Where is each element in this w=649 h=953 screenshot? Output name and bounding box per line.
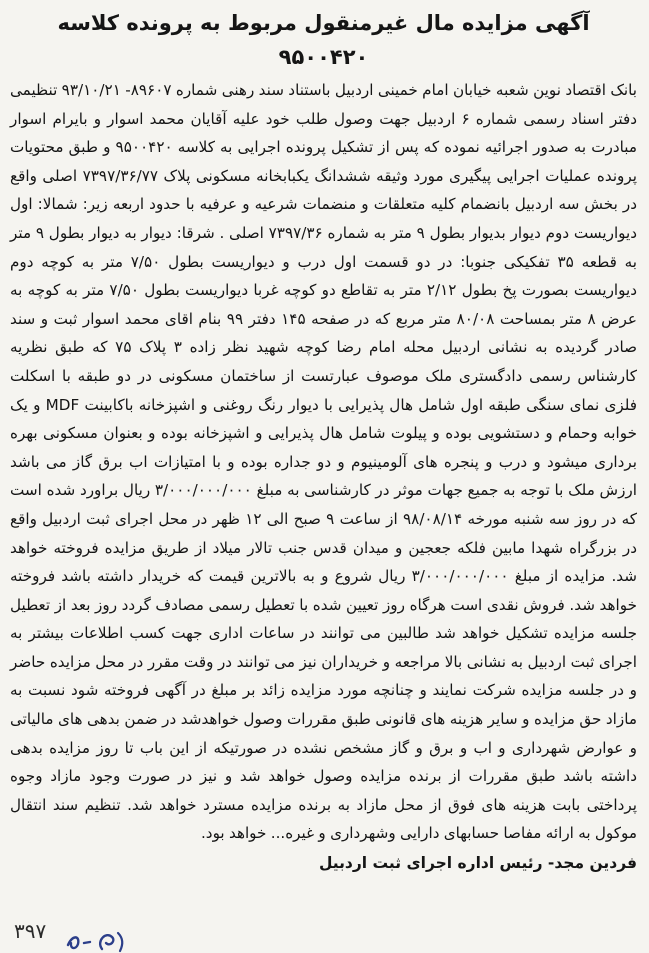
notice-body: بانک اقتصاد نوین شعبه خیابان امام خمینی اردبیل باستناد سند رهنی شماره ۸۹۶۰۷- ۹۳/۱۰/۲۱ تنظیمی دفتر اسناد رسمی شماره ۶ اردبیل جهت وصول طلب خود علیه آقایان محمد اسوار و بایرام اسوار مبادرت به صدور اجرائیه نموده که پس از تشکیل پرونده اجرایی به کلاسه ۹۵۰۰۴۲۰ و طبق محتویات پرونده عملیات اجرایی پیگیری مورد وثیقه ششدانگ یکبابخانه مسکونی پلاک ۷۳۹۷/۳۶/۷۷ اصلی واقع در بخش سه اردبیل بانضمام کلیه متعلقات و منضمات شرعیه و عرفیه با حدود اربعه زیر: شمالا: اول دیواریست دوم دیوار بدیوار بطول ۹ متر به شماره ۷۳۹۷/۳۶ اصلی . شرقا: دیوار به دیوار بطول ۹ متر به قطعه ۳۵ تفکیکی جنوبا: در دو قسمت اول درب و دیواریست بطول ۷/۵۰ متر به کوچه دوم دیواریست بصورت پخ بطول ۲/۱۲ متر به تقاطع دو کوچه غربا دیواریست بطول ۷/۵۰ متر به کوچه به عرض ۸ متر بمساحت ۸۰/۰۸ متر مربع که در صفحه ۱۴۵ دفتر ۹۹ بنام اقای محمد اسوار ثبت و سند صادر گردیده به نشانی اردبیل محله امام رضا کوچه شهید نظر زاده ۳ پلاک ۷۵ که طبق نظریه کارشناس رسمی دادگستری ملک موصوف عبارتست از ساختمان مسکونی در دو طبقه با اسکلت فلزی نمای سنگی طبقه اول شامل هال پذیرایی با دیوار رنگ روغنی و اشپزخانه باکابینت MDF و یک خوابه وحمام و دستشویی بوده و پیلوت شامل هال پذیرایی و اشپزخانه بوده و بعنوان مسکونی بهره برداری میشود و درب و پنجره های آلومینیوم و دو جداره بوده و با امتیازات اب برق گاز می باشد ارزش ملک با توجه به جمیع جهات موثر در کارشناسی به مبلغ ۳/۰۰۰/۰۰۰/۰۰۰ ریال براورد شده است که در روز سه شنبه مورخه ۹۸/۰۸/۱۴ از ساعت ۹ صبح الی ۱۲ ظهر در محل اجرای ثبت اردبیل واقع در بزرگراه شهدا مابین فلکه جعجین و میدان قدس جنب تالار میلاد از طریق مزایده فروخته خواهد شد. مزایده از مبلغ ۳/۰۰۰/۰۰۰/۰۰۰ ریال شروع و به بالاترین قیمت که خریدار داشته باشد فروخته خواهد شد. فروش نقدی است هرگاه روز تعیین شده با تعطیل رسمی مصادف گردد روز بعد از تعطیل جلسه مزایده تشکیل خواهد شد طالبین می توانند در ساعات اداری جهت کسب اطلاعات بیشتر به اجرای ثبت اردبیل به نشانی بالا مراجعه و خریداران نیز می توانند در وقت مقرر در محل مزایده حاضر و در جلسه مزایده شرکت نمایند و چنانچه مورد مزایده زائد بر مبلغ در آگهی فروخته شود نسبت به مازاد حق مزایده و سایر هزینه های قانونی طبق مقررات وصول خواهدشد در ضمن بدهی های مالیاتی و عوارض شهرداری و اب و برق و گاز مشخص نشده در صورتیکه از این باب تا روز مزایده بدهی داشته باشد طبق مقررات از برنده مزایده وصول خواهد شد و نیز در صورت وجود مازاد وجوه پرداختی بابت هزینه های فوق از محل مازاد به برنده مزایده مسترد خواهد شد. تنظیم سند انتقال موکول به ارائه مفاصا حسابهای دارایی وشهرداری و غیره... خواهد بود. [10,81,638,843]
page-number: ۳۹۷ [14,919,47,943]
handwritten-mark [62,927,132,953]
notice-signature: فردین مجد- رئیس اداره اجرای ثبت اردبیل [318,854,637,873]
notice-title: آگهی مزایده مال غیرمنقول مربوط به پرونده کلاسه ۹۵۰۰۴۲۰ [57,11,590,69]
